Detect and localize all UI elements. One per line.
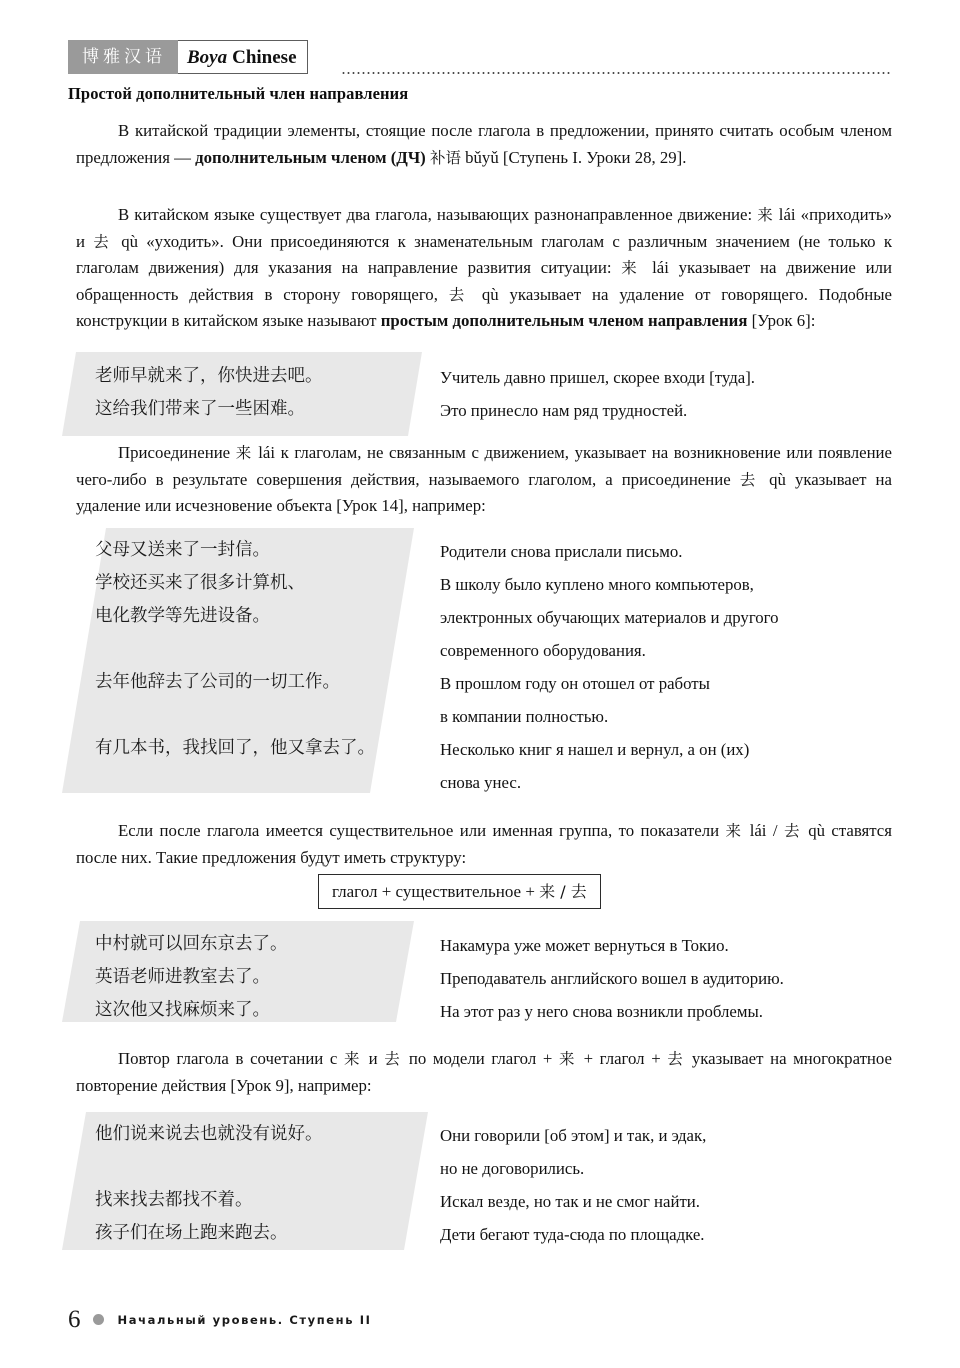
chinese-line: 老师早就来了，你快进去吧。 xyxy=(95,366,323,386)
chinese-line: 这次他又找麻烦来了。 xyxy=(95,1000,270,1020)
brand-english-italic: Boya xyxy=(187,46,228,68)
chinese-line: 去年他辞去了公司的一切工作。 xyxy=(95,672,340,692)
example-block-4-chinese xyxy=(95,1118,323,1250)
russian-line: Преподаватель английского вошел в аудиторию. xyxy=(440,969,784,988)
paragraph-5-chinese-4: 去 xyxy=(667,1050,686,1068)
russian-line: На этот раз у него снова возникли проблемы. xyxy=(440,1002,763,1021)
paragraph-4-part-a: Если после глагола имеется существительное или именная группа, то показатели xyxy=(118,821,726,840)
example-block-2-russian xyxy=(440,535,779,799)
russian-line: Это принесло нам ряд трудностей. xyxy=(440,401,688,420)
paragraph-2 xyxy=(76,202,892,335)
page-header xyxy=(68,40,892,74)
chinese-line: 他们说来说去也就没有说好。 xyxy=(95,1124,323,1144)
paragraph-3-part-b: lái к глаголам, не связанным с движением, указывает на возникновение или появление чего-либо в результате совершения действия, называемого глаголом, а присоединение xyxy=(76,443,892,489)
paragraph-1-part-a: В китайской традиции элементы, стоящие после глагола в предложении, принято считать особым членом предложения — xyxy=(76,121,892,167)
brand-english-rest: Chinese xyxy=(232,46,297,68)
paragraph-2-part-a: В китайском языке существует два глагола, называющих разнонаправленное движение: xyxy=(118,205,758,224)
brand-logo xyxy=(68,40,308,74)
paragraph-2-chinese-3: 来 xyxy=(621,259,643,277)
chinese-line: 中村就可以回东京去了。 xyxy=(95,934,288,954)
paragraph-2-bold: простым дополнительным членом направления xyxy=(380,311,748,330)
russian-line: но не договорились. xyxy=(440,1159,585,1178)
chinese-line: 学校还买来了很多计算机、 xyxy=(95,573,305,593)
paragraph-3-chinese-1: 来 xyxy=(235,444,253,462)
bullet-dot-icon xyxy=(93,1314,104,1325)
footer-level-label: Начальный уровень. Ступень II xyxy=(117,1312,372,1327)
russian-line: Несколько книг я нашел и вернул, а он (их) xyxy=(440,740,750,759)
chinese-line: 有几本书，我找回了，他又拿去了。 xyxy=(95,738,375,758)
paragraph-4-part-c: qù ставятся после них. Такие предложения будут иметь структуру: xyxy=(76,821,892,867)
chinese-line: 父母又送来了一封信。 xyxy=(95,540,270,560)
paragraph-2-part-f: [Урок 6]: xyxy=(747,311,816,330)
header-dotted-rule xyxy=(341,72,892,74)
russian-line: современного оборудования. xyxy=(440,641,646,660)
russian-line: Родители снова прислали письмо. xyxy=(440,542,683,561)
brand-chinese-label: 博雅汉语 xyxy=(68,40,178,74)
paragraph-2-part-e: qù указывает на удаление от говорящего. Подобные конструкции в китайском языке называют xyxy=(76,284,892,330)
paragraph-3 xyxy=(76,440,892,520)
paragraph-4-chinese-1: 来 xyxy=(725,822,744,840)
paragraph-5-chinese-3: 来 xyxy=(558,1050,577,1068)
chinese-line: 电化教学等先进设备。 xyxy=(95,606,270,626)
russian-line: электронных обучающих материалов и другого xyxy=(440,608,779,627)
example-block-4-russian xyxy=(440,1119,706,1251)
paragraph-2-part-d: lái указывает на движение или обращенность действия в сторону говорящего, xyxy=(76,258,892,304)
chinese-line: 英语老师进教室去了。 xyxy=(95,967,270,987)
paragraph-1-chinese: 补语 xyxy=(429,148,461,167)
russian-line: В прошлом году он отошел от работы xyxy=(440,674,710,693)
paragraph-1-bold: дополнительным членом (ДЧ) xyxy=(195,147,426,167)
example-block-3-chinese xyxy=(95,928,288,1027)
paragraph-3-part-a: Присоединение xyxy=(118,443,236,462)
russian-line: снова унес. xyxy=(440,773,522,792)
paragraph-5-part-c: по модели глагол + xyxy=(402,1049,559,1068)
paragraph-4-part-b: lái / xyxy=(743,821,784,840)
chinese-line: 孩子们在场上跑来跑去。 xyxy=(95,1223,288,1243)
brand-english-label xyxy=(178,40,308,74)
russian-line: Дети бегают туда-сюда по площадке. xyxy=(440,1225,705,1244)
paragraph-5-part-b: и xyxy=(361,1049,385,1068)
section-title: Простой дополнительный член направления xyxy=(68,84,409,103)
paragraph-2-chinese-2: 去 xyxy=(93,232,113,251)
chinese-spacer xyxy=(95,699,375,732)
russian-line: в компании полностью. xyxy=(440,707,609,726)
paragraph-4-chinese-2: 去 xyxy=(784,822,802,840)
paragraph-2-chinese-1: 来 xyxy=(757,206,774,224)
russian-line: В школу было куплено много компьютеров, xyxy=(440,575,754,594)
russian-line: Искал везде, но так и не смог найти. xyxy=(440,1192,700,1211)
example-block-2-chinese xyxy=(95,534,375,765)
paragraph-5-part-e: указывает на многократное повторение действия [Урок 9], например: xyxy=(76,1049,892,1095)
example-block-3-russian xyxy=(440,929,784,1028)
paragraph-4 xyxy=(76,818,892,871)
paragraph-3-part-c: qù указывает на удаление или исчезновение объекта [Урок 14], например: xyxy=(76,469,892,515)
chinese-line: 找来找去都找不着。 xyxy=(95,1190,253,1210)
chinese-spacer xyxy=(95,633,375,666)
structure-formula-box xyxy=(318,874,601,909)
paragraph-5 xyxy=(76,1046,892,1099)
page-footer xyxy=(68,1307,371,1332)
paragraph-5-part-a: Повтор глагола в сочетании с xyxy=(118,1049,345,1068)
page-number: 6 xyxy=(68,1306,81,1333)
formula-chinese: 来 / 去 xyxy=(539,882,587,901)
russian-line: Они говорили [об этом] и так, и эдак, xyxy=(440,1126,707,1145)
russian-line: Накамура уже может вернуться в Токио. xyxy=(440,936,729,955)
paragraph-1-part-b: bǔyǔ [Ступень I. Уроки 28, 29]. xyxy=(460,147,687,167)
formula-text: глагол + существительное + xyxy=(332,882,540,901)
paragraph-2-chinese-4: 去 xyxy=(448,285,471,304)
chinese-line: 这给我们带来了一些困难。 xyxy=(95,399,305,419)
example-block-1-russian xyxy=(440,361,755,427)
paragraph-2-part-b: lái «приходить» и xyxy=(76,205,892,251)
paragraph-5-chinese-1: 来 xyxy=(344,1050,362,1068)
example-block-1-chinese xyxy=(95,360,323,426)
paragraph-1 xyxy=(76,118,892,171)
chinese-spacer xyxy=(95,1151,323,1184)
russian-line: Учитель давно пришел, скорее входи [туда]. xyxy=(440,368,755,387)
paragraph-2-part-c: qù «уходить». Они присоединяются к знаменательным глаголам с различным значением (не только к глаголам движения) для указания на направление развития ситуации: xyxy=(76,231,892,277)
paragraph-5-chinese-2: 去 xyxy=(384,1050,403,1068)
paragraph-5-part-d: + глагол + xyxy=(576,1049,668,1068)
paragraph-3-chinese-2: 去 xyxy=(739,470,761,489)
